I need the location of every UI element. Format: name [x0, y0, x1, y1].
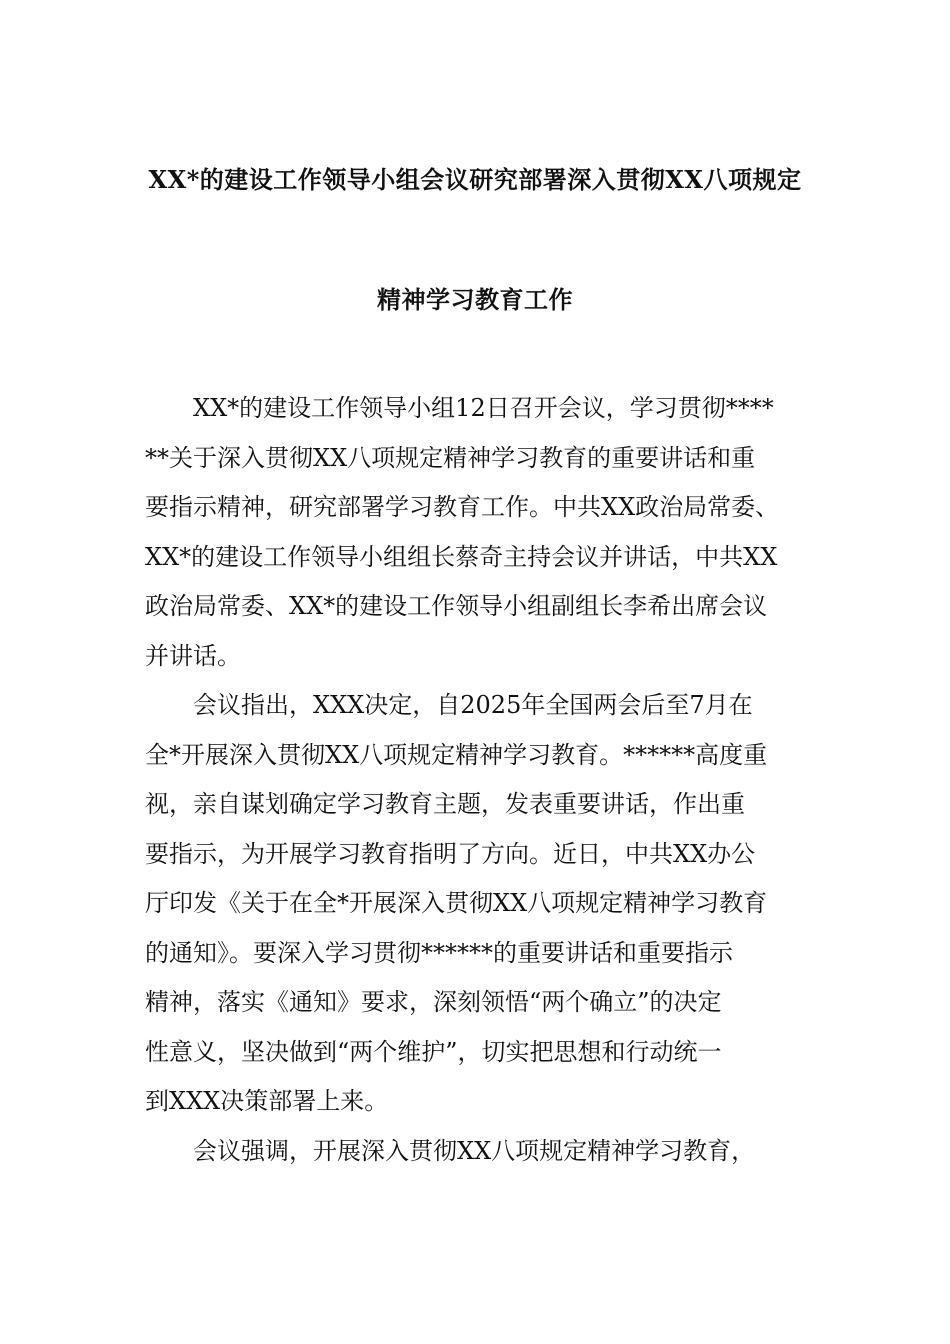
paragraph-line: 厅印发《关于在全*开展深入贯彻XX八项规定精神学习教育	[145, 889, 768, 917]
document-title-line-1: XX*的建设工作领导小组会议研究部署深入贯彻XX八项规定	[148, 165, 802, 194]
paragraph-line: 性意义，坚决做到“两个维护”，切实把思想和行动统一	[145, 1037, 722, 1066]
paragraph-line: XX*的建设工作领导小组组长蔡奇主持会议并讲话，中共XX	[145, 542, 778, 571]
paragraph-line: 全*开展深入贯彻XX八项规定精神学习教育。******高度重	[145, 740, 768, 769]
paragraph-line: 会议强调，开展深入贯彻XX八项规定精神学习教育，	[193, 1136, 756, 1165]
paragraph-line: 视，亲自谋划确定学习教育主题，发表重要讲话，作出重	[145, 790, 745, 818]
document-title-line-2: 精神学习教育工作	[377, 285, 573, 314]
document-body	[145, 384, 810, 1176]
paragraph-line: 政治局常委、XX*的建设工作领导小组副组长李希出席会议	[145, 592, 768, 620]
paragraph-line: 要指示精神，研究部署学习教育工作。中共XX政治局常委、	[145, 493, 780, 521]
paragraph-line: 的通知》。要深入学习贯彻******的重要讲话和重要指示	[145, 938, 733, 967]
paragraph-line: 并讲话。	[145, 641, 241, 670]
paragraph-1	[145, 384, 810, 681]
paragraph-line: 到XXX决策部署上来。	[145, 1087, 389, 1115]
paragraph-line: 会议指出，XXX决定，自2025年全国两会后至7月在	[193, 691, 753, 719]
paragraph-line: 要指示，为开展学习教育指明了方向。近日，中共XX办公	[145, 839, 756, 868]
paragraph-line: **关于深入贯彻XX八项规定精神学习教育的重要讲话和重	[145, 443, 756, 472]
paragraph-3	[145, 1127, 810, 1177]
paragraph-line: XX*的建设工作领导小组12日召开会议，学习贯彻****	[193, 394, 774, 422]
paragraph-line: 精神，落实《通知》要求，深刻领悟“两个确立”的决定	[145, 988, 722, 1016]
paragraph-2	[145, 681, 810, 1127]
